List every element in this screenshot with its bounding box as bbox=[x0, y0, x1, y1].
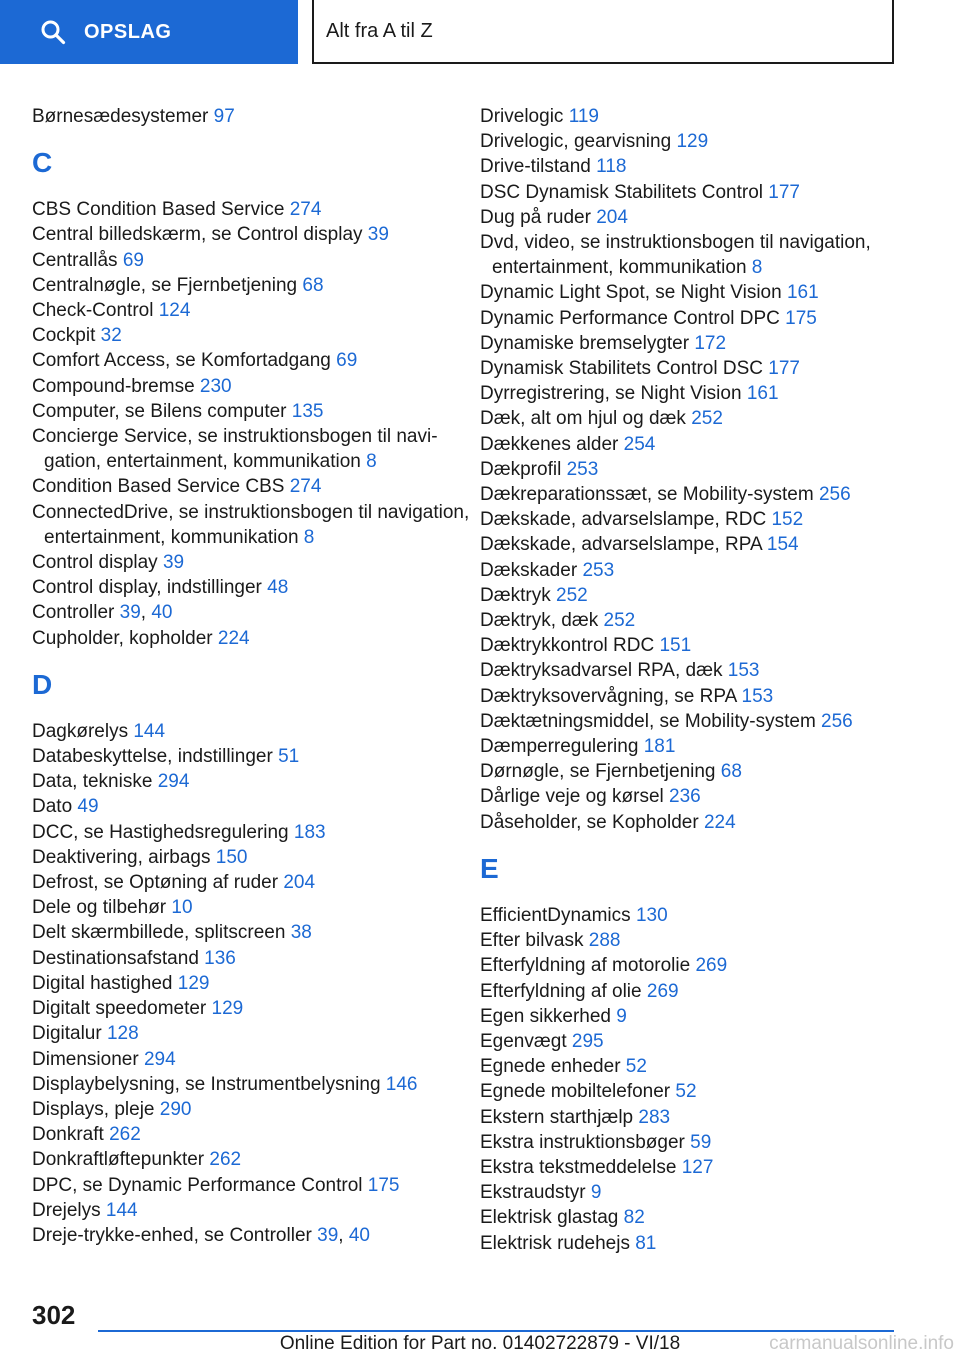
page-link[interactable]: 154 bbox=[766, 534, 799, 556]
index-entry-label: Defrost, se Optøning af ruder bbox=[32, 872, 279, 894]
index-entry-label: Dimensioner bbox=[32, 1048, 139, 1070]
index-entry-label: Dækskade, advarselslampe, RDC bbox=[480, 509, 767, 531]
index-entry-label: CBS Condition Based Service bbox=[32, 199, 285, 221]
index-entry-label: DCC, se Hastighedsregulering bbox=[32, 821, 289, 843]
page-link[interactable]: 136 bbox=[204, 947, 236, 969]
index-entry: Controller 39, 40 bbox=[32, 602, 173, 624]
watermark: carmanualsonline.info bbox=[769, 1333, 954, 1354]
index-entry-label: Efterfyldning af olie bbox=[480, 980, 642, 1002]
page-link[interactable]: 294 bbox=[157, 771, 190, 793]
index-entry-label: Egenvægt bbox=[480, 1030, 567, 1052]
index-entry-label: Dæktætningsmiddel, se Mobility-system bbox=[480, 710, 816, 732]
index-entry-label: Ekstern starthjælp bbox=[480, 1106, 634, 1128]
page-link[interactable]: 8 bbox=[366, 451, 377, 473]
index-entry bbox=[480, 205, 920, 230]
index-entry-label: Dynamic Performance Control DPC bbox=[480, 307, 780, 329]
page-link[interactable]: 153 bbox=[741, 685, 774, 707]
page-link[interactable]: 288 bbox=[588, 930, 621, 952]
index-entry-label: Egnede mobiltelefoner bbox=[480, 1081, 671, 1103]
index-entry-label: Dækkenes alder bbox=[480, 433, 619, 455]
page-link[interactable]: 144 bbox=[105, 1199, 138, 1221]
index-entry-label: Elektrisk rudehejs bbox=[480, 1232, 630, 1254]
index-entry-label: Dynamic Light Spot, se Night Vision bbox=[480, 282, 782, 304]
page-link[interactable]: 161 bbox=[786, 282, 819, 304]
page-link[interactable]: 274 bbox=[289, 199, 322, 221]
index-entry bbox=[32, 1097, 472, 1122]
index-entry-label: Drivelogic bbox=[480, 106, 564, 127]
page-link[interactable]: 81 bbox=[635, 1232, 657, 1254]
index-entry-label: Dæktryksovervågning, se RPA bbox=[480, 685, 737, 707]
page-link[interactable]: 236 bbox=[669, 786, 701, 808]
page-link[interactable]: 204 bbox=[596, 206, 628, 228]
index-entry-label: Destinationsafstand bbox=[32, 947, 199, 969]
index-column-right bbox=[480, 104, 920, 1256]
index-entry bbox=[480, 1155, 920, 1180]
page-link[interactable]: 269 bbox=[695, 955, 728, 977]
page-link[interactable]: 52 bbox=[625, 1056, 647, 1078]
page-link[interactable]: 253 bbox=[582, 559, 615, 581]
page-link[interactable]: 177 bbox=[768, 181, 800, 203]
index-entry bbox=[480, 457, 920, 482]
index-entry bbox=[32, 550, 472, 575]
index-entry bbox=[32, 399, 472, 424]
index-letter-heading: D bbox=[32, 668, 53, 700]
index-entry-label: Ekstra tekstmeddelelse bbox=[480, 1156, 677, 1178]
page-link[interactable]: 256 bbox=[821, 710, 853, 732]
page-link[interactable]: 153 bbox=[727, 660, 760, 682]
index-entry-label: Dåseholder, se Kopholder bbox=[480, 811, 699, 833]
index-entry bbox=[480, 1180, 920, 1205]
page-link[interactable]: 230 bbox=[199, 375, 232, 397]
page-link[interactable]: 177 bbox=[768, 358, 800, 380]
index-entry-label: Compound-bremse bbox=[32, 375, 195, 397]
index-entry-label: Dele og tilbehør bbox=[32, 897, 167, 919]
page-link[interactable]: 69 bbox=[122, 249, 144, 271]
index-entry-label: Dæktryk bbox=[480, 584, 551, 606]
index-entry-label: Dækskade, advarselslampe, RPA bbox=[480, 534, 762, 556]
index-entry-label: Condition Based Service CBS bbox=[32, 476, 285, 498]
index-entry-label: Børnesædesystemer bbox=[32, 106, 209, 127]
index-entry-label: Efterfyldning af motorolie bbox=[480, 955, 691, 977]
index-entry-label: Dæk, alt om hjul og dæk bbox=[480, 408, 686, 430]
page-link[interactable]: 32 bbox=[100, 325, 122, 347]
page-link[interactable]: 252 bbox=[556, 584, 588, 606]
index-entry-label: Displaybelysning, se Instrumentbelysning bbox=[32, 1073, 381, 1095]
index-entry bbox=[480, 810, 920, 835]
index-letter-heading: C bbox=[32, 147, 53, 179]
page-link[interactable]: 39 bbox=[367, 224, 389, 246]
page-link[interactable]: 290 bbox=[159, 1098, 192, 1120]
index-entry-label: Dæmperregulering bbox=[480, 736, 639, 758]
index-entry bbox=[32, 870, 472, 895]
page-link[interactable]: 151 bbox=[659, 635, 692, 657]
page-link[interactable]: 51 bbox=[278, 746, 300, 768]
page-link[interactable]: 39 bbox=[317, 1224, 339, 1246]
page-link[interactable]: 295 bbox=[571, 1030, 604, 1052]
index-entry bbox=[32, 744, 472, 769]
page-link[interactable]: 256 bbox=[818, 484, 851, 506]
index-entry-label: Egnede enheder bbox=[480, 1056, 621, 1078]
page-link[interactable]: 9 bbox=[616, 1005, 627, 1027]
page-link[interactable]: 181 bbox=[643, 736, 676, 758]
page-link[interactable]: 161 bbox=[746, 383, 779, 405]
page-link[interactable]: 127 bbox=[681, 1156, 714, 1178]
index-entry bbox=[480, 558, 920, 583]
index-entry bbox=[32, 248, 472, 273]
page-link[interactable]: 252 bbox=[691, 408, 723, 430]
index-entry bbox=[32, 374, 472, 399]
page-link[interactable]: 294 bbox=[143, 1048, 176, 1070]
section-title-tab[interactable] bbox=[312, 0, 894, 64]
index-entry bbox=[32, 946, 472, 971]
page-link[interactable]: 262 bbox=[109, 1124, 141, 1146]
index-entry bbox=[32, 1072, 472, 1097]
index-entry-label: Central billedskærm, se Control display bbox=[32, 224, 363, 246]
search-tab-label: OPSLAG bbox=[84, 20, 172, 43]
index-entry bbox=[32, 845, 472, 870]
page-link[interactable]: 129 bbox=[676, 131, 709, 153]
index-entry bbox=[32, 1021, 472, 1046]
page-link[interactable]: 10 bbox=[171, 897, 193, 919]
index-entry bbox=[480, 1130, 920, 1155]
page-link[interactable]: 69 bbox=[336, 350, 358, 372]
index-entry-label: Digital hastighed bbox=[32, 972, 173, 994]
index-entry bbox=[480, 532, 920, 557]
page-link[interactable]: 283 bbox=[638, 1106, 671, 1128]
index-entry-label: Databeskyttelse, indstillinger bbox=[32, 746, 273, 768]
page-link[interactable]: 124 bbox=[158, 300, 191, 322]
index-entry-label: Digitalur bbox=[32, 1023, 102, 1045]
index-entry-label: Dæktryk, dæk bbox=[480, 610, 599, 632]
index-entry-label: Dårlige veje og kørsel bbox=[480, 786, 664, 808]
index-entry-label: Ekstra instruktionsbøger bbox=[480, 1131, 685, 1153]
index-entry bbox=[480, 1004, 920, 1029]
index-entry bbox=[32, 298, 472, 323]
index-entry-label: Dreje-trykke-enhed, se Controller bbox=[32, 1224, 312, 1246]
index-entry bbox=[32, 1147, 472, 1172]
index-entry bbox=[480, 306, 920, 331]
index-entry-label: Centralnøgle, se Fjernbetjening bbox=[32, 274, 298, 296]
page-link[interactable]: 119 bbox=[568, 106, 599, 127]
index-entry bbox=[480, 734, 920, 759]
index-entry bbox=[480, 759, 920, 784]
index-entry-label: Deaktivering, airbags bbox=[32, 846, 211, 868]
index-entry-label: Computer, se Bilens computer bbox=[32, 400, 287, 422]
index-entry bbox=[480, 129, 920, 154]
page-link[interactable]: 8 bbox=[303, 526, 315, 548]
index-entry-label: Displays, pleje bbox=[32, 1098, 155, 1120]
page-link[interactable]: 224 bbox=[217, 627, 250, 649]
page-link[interactable]: 274 bbox=[289, 476, 322, 498]
index-entry-label: Dækreparationssæt, se Mobility-system bbox=[480, 484, 814, 506]
index-entry bbox=[480, 406, 920, 431]
page-link[interactable]: 262 bbox=[209, 1149, 242, 1171]
index-entry bbox=[480, 633, 920, 658]
index-entry bbox=[480, 608, 920, 633]
index-entry-label: Check-Control bbox=[32, 300, 154, 322]
index-entry bbox=[480, 1105, 920, 1130]
index-entry-label: Data, tekniske bbox=[32, 771, 153, 793]
index-entry-label: Dagkørelys bbox=[32, 720, 129, 742]
page-link[interactable]: 129 bbox=[211, 998, 244, 1020]
index-entry-label: Ekstraudstyr bbox=[480, 1182, 586, 1204]
index-entry bbox=[32, 996, 472, 1021]
page-link[interactable]: 68 bbox=[302, 274, 324, 296]
index-entry-label: Dvd, video, se instruktionsbogen til navigation, entertainment, kommunikation bbox=[480, 232, 871, 279]
index-entry-label: Donkraft bbox=[32, 1124, 104, 1146]
page-link[interactable]: 59 bbox=[690, 1131, 712, 1153]
index-entry bbox=[32, 273, 472, 298]
index-entry: Dreje-trykke-enhed, se Controller 39, 40 bbox=[32, 1224, 370, 1246]
index-entry bbox=[480, 482, 920, 507]
index-entry-label: Drive-tilstand bbox=[480, 156, 591, 178]
index-entry bbox=[480, 381, 920, 406]
index-entry-label: Comfort Access, se Komfortadgang bbox=[32, 350, 331, 372]
page-number: 302 bbox=[32, 1300, 76, 1330]
index-entry-label: Dato bbox=[32, 796, 73, 818]
index-entry bbox=[32, 500, 472, 550]
index-entry-label: Dæktryksadvarsel RPA, dæk bbox=[480, 660, 723, 682]
page-link[interactable]: 144 bbox=[133, 720, 166, 742]
index-entry bbox=[32, 794, 472, 819]
page-link[interactable]: 48 bbox=[267, 577, 289, 599]
page-link[interactable]: 253 bbox=[566, 458, 599, 480]
index-entry bbox=[480, 684, 920, 709]
page-link[interactable]: 135 bbox=[291, 400, 324, 422]
page-link[interactable]: 224 bbox=[703, 811, 736, 833]
index-entry bbox=[32, 920, 472, 945]
index-entry bbox=[480, 1029, 920, 1054]
page-link[interactable]: 49 bbox=[77, 796, 99, 818]
index-entry-label: Dørnøgle, se Fjernbetjening bbox=[480, 761, 716, 783]
index-entry bbox=[32, 474, 472, 499]
index-entry bbox=[480, 507, 920, 532]
index-entry-label: DSC Dynamisk Stabilitets Control bbox=[480, 181, 763, 203]
index-entry bbox=[480, 953, 920, 978]
page-link[interactable]: 183 bbox=[293, 821, 326, 843]
page-link[interactable]: 38 bbox=[290, 922, 312, 944]
page-link[interactable]: 204 bbox=[283, 872, 316, 894]
page-link[interactable]: 97 bbox=[213, 106, 235, 127]
index-entry-label: Elektrisk glastag bbox=[480, 1207, 619, 1229]
index-entry bbox=[480, 331, 920, 356]
index-entry bbox=[480, 180, 920, 205]
page-link[interactable]: 68 bbox=[720, 761, 742, 783]
index-entry bbox=[32, 424, 472, 474]
index-entry-label: Dynamiske bremselygter bbox=[480, 332, 690, 354]
index-entry-label: Dækprofil bbox=[480, 458, 562, 480]
index-entry bbox=[32, 197, 472, 222]
index-entry-label: Dyrregistrering, se Night Vision bbox=[480, 383, 742, 405]
index-entry bbox=[480, 1205, 920, 1230]
index-entry bbox=[480, 928, 920, 953]
index-entry bbox=[32, 626, 472, 651]
index-entry-label: Drivelogic, gearvisning bbox=[480, 131, 672, 153]
page-link[interactable]: 128 bbox=[106, 1023, 139, 1045]
index-entry bbox=[32, 769, 472, 794]
page-link[interactable]: 52 bbox=[675, 1081, 697, 1103]
page-link[interactable]: 150 bbox=[215, 846, 248, 868]
index-entry bbox=[480, 1054, 920, 1079]
index-entry-label: Control display bbox=[32, 552, 158, 574]
index-column-left bbox=[32, 104, 472, 1248]
index-letter-heading: E bbox=[480, 852, 499, 884]
index-entry-label: Drejelys bbox=[32, 1199, 101, 1221]
index-entry-label: Controller bbox=[32, 602, 115, 624]
index-entry bbox=[480, 432, 920, 457]
index-entry bbox=[32, 719, 472, 744]
index-entry-label: Dæktrykkontrol RDC bbox=[480, 635, 655, 657]
index-entry bbox=[32, 348, 472, 373]
index-entry bbox=[32, 1122, 472, 1147]
page-link[interactable]: 175 bbox=[785, 307, 817, 329]
index-entry bbox=[32, 1198, 472, 1223]
index-entry-label: Control display, indstillinger bbox=[32, 577, 262, 599]
index-entry-label: Delt skærmbillede, splitscreen bbox=[32, 922, 286, 944]
page-link[interactable]: 254 bbox=[623, 433, 656, 455]
page-link[interactable]: 40 bbox=[348, 1224, 370, 1246]
index-entry-label: Cupholder, kopholder bbox=[32, 627, 213, 649]
index-entry-label: Dækskader bbox=[480, 559, 578, 581]
index-entry bbox=[32, 895, 472, 920]
index-entry-label: DPC, se Dynamic Performance Control bbox=[32, 1174, 363, 1196]
page-link[interactable]: 152 bbox=[771, 509, 804, 531]
index-entry bbox=[32, 222, 472, 247]
index-entry bbox=[480, 979, 920, 1004]
page-link[interactable]: 129 bbox=[177, 972, 210, 994]
index-entry bbox=[480, 903, 920, 928]
index-entry-label: Cockpit bbox=[32, 325, 96, 347]
page-link[interactable]: 9 bbox=[590, 1182, 602, 1204]
page-link[interactable]: 146 bbox=[385, 1073, 418, 1095]
page-link[interactable]: 8 bbox=[751, 257, 763, 279]
page-link[interactable]: 175 bbox=[367, 1174, 400, 1196]
index-entry-label: ConnectedDrive, se instruktionsbogen til navigation, entertainment, kommunikation bbox=[32, 501, 470, 548]
index-entry bbox=[32, 971, 472, 996]
index-entry-label: EfficientDynamics bbox=[480, 904, 631, 926]
index-entry bbox=[32, 575, 472, 600]
page-link[interactable]: 172 bbox=[694, 332, 727, 354]
index-entry bbox=[32, 323, 472, 348]
page-link[interactable]: 269 bbox=[646, 980, 679, 1002]
index-entry bbox=[32, 1173, 472, 1198]
page-link[interactable]: 252 bbox=[603, 610, 636, 632]
page-link[interactable]: 40 bbox=[151, 602, 173, 624]
index-entry-label: Digitalt speedometer bbox=[32, 998, 207, 1020]
index-entry bbox=[480, 784, 920, 809]
index-entry bbox=[480, 583, 920, 608]
section-title: Alt fra A til Z bbox=[326, 19, 433, 42]
index-entry-label: Dug på ruder bbox=[480, 206, 591, 228]
index-entry-label: Efter bilvask bbox=[480, 930, 584, 952]
search-tab[interactable] bbox=[0, 0, 298, 64]
page-link[interactable]: 118 bbox=[596, 156, 627, 178]
index-entry-label: Concierge Service, se instruktionsbogen til navigation, entertainment, kommunikation bbox=[32, 426, 438, 473]
index-entry bbox=[480, 1231, 920, 1256]
index-entry bbox=[480, 280, 920, 305]
page-link[interactable]: 39 bbox=[162, 552, 185, 574]
index-entry-label: Donkraftløftepunkter bbox=[32, 1149, 205, 1171]
index-entry bbox=[480, 104, 920, 129]
footer-divider bbox=[98, 1330, 894, 1332]
index-entry bbox=[480, 230, 920, 280]
page-link[interactable]: 82 bbox=[623, 1207, 645, 1229]
index-entry-label: Centrallås bbox=[32, 249, 118, 271]
index-entry-label: Dynamisk Stabilitets Control DSC bbox=[480, 358, 763, 380]
index-entry bbox=[480, 154, 920, 179]
footer-edition: Online Edition for Part no. 01402722879 - VI/18 bbox=[279, 1333, 681, 1354]
index-entry bbox=[32, 104, 472, 129]
index-entry bbox=[32, 1047, 472, 1072]
page-link[interactable]: 39 bbox=[119, 602, 141, 624]
page-link[interactable]: 130 bbox=[635, 904, 668, 926]
index-entry bbox=[480, 709, 920, 734]
index-entry bbox=[480, 1079, 920, 1104]
index-entry bbox=[480, 356, 920, 381]
index-entry bbox=[480, 658, 920, 683]
index-entry-label: Egen sikkerhed bbox=[480, 1005, 611, 1027]
search-icon bbox=[40, 19, 66, 45]
index-entry bbox=[32, 820, 472, 845]
